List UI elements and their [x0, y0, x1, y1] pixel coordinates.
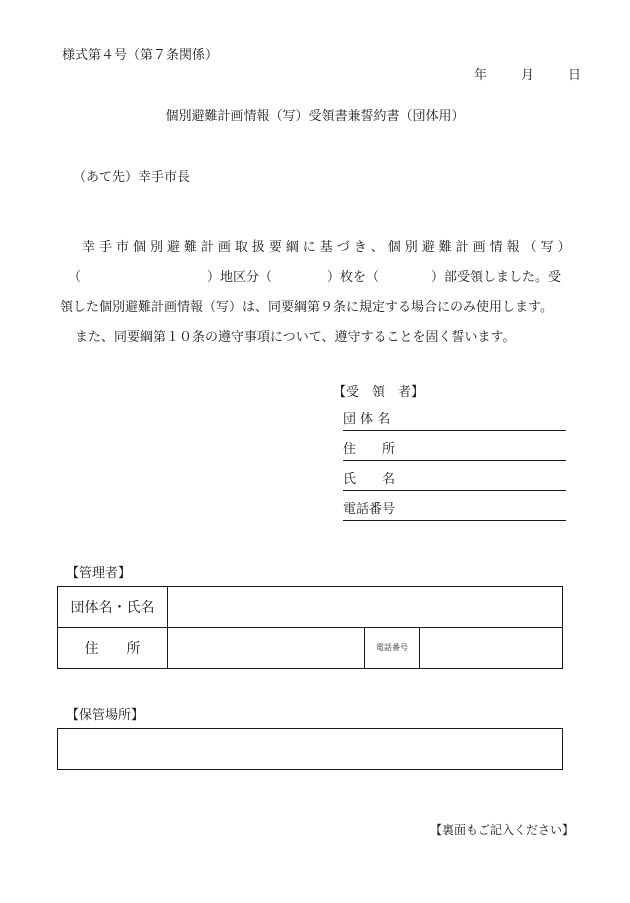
manager-phone-label: 電話番号	[365, 628, 420, 669]
district-blank-label: ）地区分（	[207, 270, 273, 285]
document-title: 個別避難計画情報（写）受領書兼誓約書（団体用）	[165, 109, 465, 124]
body-text	[60, 233, 572, 353]
manager-heading: 【管理者】	[66, 566, 132, 581]
manager-phone-input[interactable]	[420, 628, 563, 669]
recipient-org-name-field[interactable]: 団 体 名	[343, 412, 566, 431]
date-day: 日	[568, 68, 582, 83]
manager-table	[57, 586, 563, 669]
form-number: 様式第４号（第７条関係）	[62, 48, 219, 63]
date-year: 年	[474, 68, 488, 83]
manager-org-name-label: 団体名・氏名	[58, 587, 168, 628]
copies-blank-label: ）部受領しました。受	[431, 270, 562, 285]
district-open-paren: （	[68, 270, 82, 285]
recipient-name-field[interactable]: 氏 名	[343, 472, 566, 491]
body-line-3: 領した個別避難計画情報（写）は、同要綱第９条に規定する場合にのみ使用します。	[60, 300, 553, 315]
body-line-2	[60, 263, 572, 293]
body-line-1: 幸 手 市 個 別 避 難 計 画 取 扱 要 綱 に 基 づ き 、 個 別 避 難 計 画 情 報 （ 写 ）	[82, 240, 572, 255]
addressee: （あて先）幸手市長	[73, 170, 191, 185]
storage-heading: 【保管場所】	[66, 708, 145, 723]
sheets-blank-label: ）枚を（	[327, 270, 380, 285]
storage-location-input[interactable]	[57, 728, 563, 770]
manager-address-label: 住 所	[58, 628, 168, 669]
recipient-address-field[interactable]: 住 所	[343, 442, 566, 461]
recipient-phone-field[interactable]: 電話番号	[343, 502, 566, 521]
back-side-note: 【裏面もご記入ください】	[430, 823, 575, 837]
recipient-heading: 【受 領 者】	[333, 385, 425, 400]
date-line	[474, 69, 581, 82]
manager-org-name-input[interactable]	[168, 587, 563, 628]
body-line-4: また、同要綱第１０条の遵守事項について、遵守することを固く誓います。	[75, 330, 516, 345]
date-month: 月	[521, 68, 535, 83]
manager-address-input[interactable]	[168, 628, 365, 669]
